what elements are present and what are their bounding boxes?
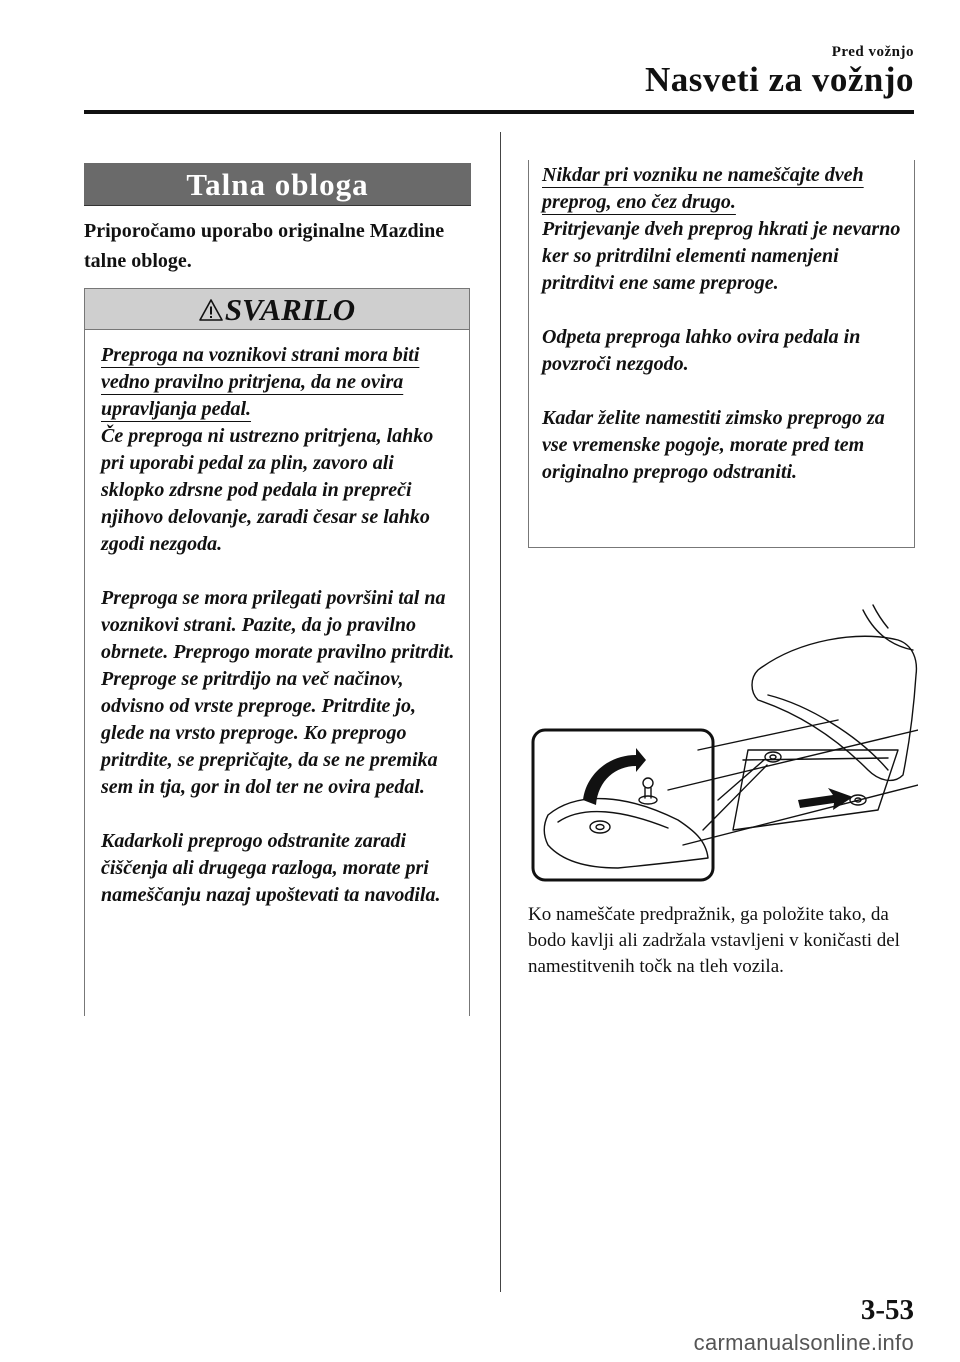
warning-paragraph [542,162,907,297]
column-divider [500,132,501,1292]
warning-box-continued [528,160,915,548]
figure-caption: Ko nameščate predpražnik, ga položite tako, da bodo kavlji ali zadržala vstavljeni v koničasti del namestitvenih točk na tleh vozila. [528,904,900,977]
section-title: Talna obloga [186,167,369,202]
section-heading-band [84,163,471,206]
warning-paragraph [101,828,459,909]
running-header-kicker: Pred vožnjo [831,44,914,60]
warning-paragraph [542,324,907,378]
warning-title: SVARILO [224,292,356,327]
warning-text: Odpeta preproga lahko ovira pedala in povzroči nezgodo. [542,326,861,375]
running-header-title: Nasveti za vožnjo [644,60,914,99]
warning-body-right [542,162,907,513]
warning-text: Kadarkoli preprogo odstranite zaradi čiščenja ali drugega razloga, morate pri nameščanju nazaj upoštevati ta navodila. [101,830,441,906]
section-intro: Priporočamo uporabo originalne Mazdine talne obloge. [84,220,445,272]
warning-text: Kadar želite namestiti zimsko preprogo za vse vremenske pogoje, morate pred tem originalno preprogo odstraniti. [542,407,885,483]
header-rule [84,110,914,114]
warning-text: Če preproga ni ustrezno pritrjena, lahko pri uporabi pedal za plin, zavoro ali sklopko zdrsne pod pedala in prepreči njihovo delovanje, zaradi česar se lahko zgodi nezgoda. [101,425,434,555]
warning-box [84,288,470,1016]
floor-mat-hook-illustration [528,600,918,890]
warning-paragraph [101,585,459,801]
warning-emphasis: Preproga na voznikovi strani mora biti vedno pravilno pritrjena, da ne ovira upravljanja pedal. [101,344,420,420]
warning-paragraph [542,405,907,486]
warning-body-left [101,342,459,936]
page-number: 3-53 [860,1294,914,1326]
watermark: carmanualsonline.info [693,1330,914,1355]
warning-paragraph [101,342,459,558]
warning-emphasis: Nikdar pri vozniku ne nameščajte dveh preprog, eno čez drugo. [542,164,864,213]
warning-text: Pritrjevanje dveh preprog hkrati je nevarno ker so pritrdilni elementi namenjeni pritrditvi ene same preproge. [542,218,901,294]
warning-text: Preproga se mora prilegati površini tal na voznikovi strani. Pazite, da jo pravilno obrnete. Preprogo morate pravilno pritrdit. Preproge se pritrdijo na več načinov, odvisno od vrste preproge. Pritrdite jo, glede na vrsto preproge. Ko preprogo pritrdite, se prepričajte, da se ne premika sem in tja, gor in dol ter ne ovira pedal. [101,587,455,798]
warning-triangle-icon [199,298,223,322]
warning-header [84,288,470,330]
